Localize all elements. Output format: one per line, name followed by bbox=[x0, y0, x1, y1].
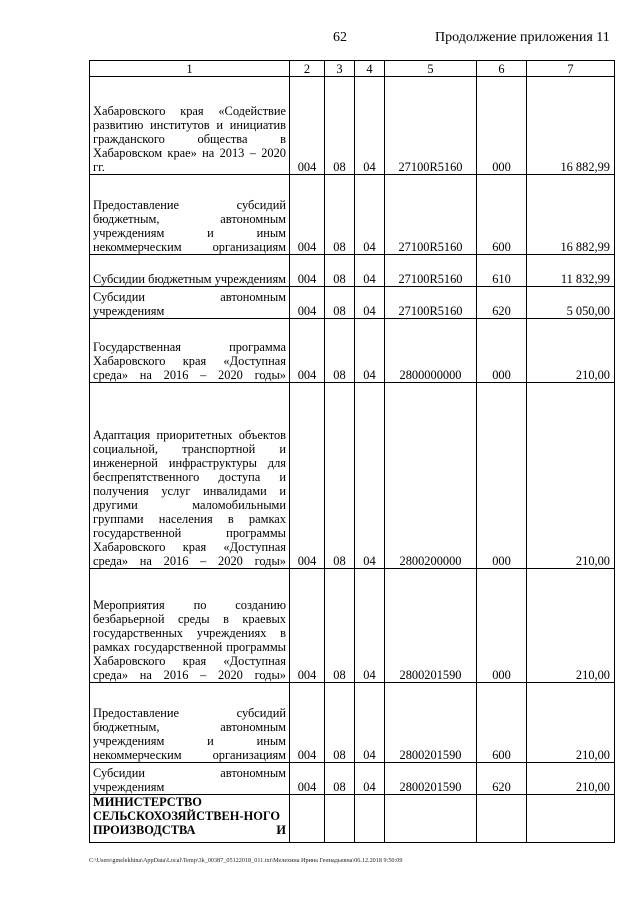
amount-cell: 210,00 bbox=[527, 319, 615, 383]
expense-type-cell: 000 bbox=[477, 77, 527, 175]
expense-type-cell: 610 bbox=[477, 255, 527, 287]
budget-table bbox=[89, 60, 615, 843]
subsection-code-cell: 04 bbox=[355, 383, 385, 569]
row-name-cell: Субсидии автономным учреждениям bbox=[90, 763, 290, 795]
row-name-cell: Предоставление субсидий бюджетным, автономным учреждениям и иным некоммерческим организациям bbox=[90, 175, 290, 255]
subsection-code-cell: 04 bbox=[355, 255, 385, 287]
row-name-cell: Субсидии автономным учреждениям bbox=[90, 287, 290, 319]
table-row bbox=[90, 683, 615, 763]
chapter-code-cell bbox=[290, 795, 325, 843]
expense-type-cell: 000 bbox=[477, 319, 527, 383]
row-name-cell: Адаптация приоритетных объектов социальной, транспортной и инженерной инфраструктуры для беспрепятственного доступа и получения услуг инвалидами и другими маломобильными группами населения в рамках государственной программы Хабаровского края «Доступная среда» на 2016 – 2020 годы» bbox=[90, 383, 290, 569]
chapter-code-cell: 004 bbox=[290, 319, 325, 383]
chapter-code-cell: 004 bbox=[290, 77, 325, 175]
expense-type-cell: 620 bbox=[477, 287, 527, 319]
expense-type-cell: 600 bbox=[477, 175, 527, 255]
expense-type-cell: 600 bbox=[477, 683, 527, 763]
column-header: 7 bbox=[527, 61, 615, 77]
expense-type-cell bbox=[477, 795, 527, 843]
column-header-row bbox=[90, 61, 615, 77]
target-article-cell: 2800200000 bbox=[385, 383, 477, 569]
row-name-cell: Мероприятия по созданию безбарьерной среды в краевых государственных учреждениях в рамках государственной программы Хабаровского края «Доступная среда» на 2016 – 2020 годы» bbox=[90, 569, 290, 683]
chapter-code-cell: 004 bbox=[290, 683, 325, 763]
chapter-code-cell: 004 bbox=[290, 383, 325, 569]
target-article-cell: 2800000000 bbox=[385, 319, 477, 383]
expense-type-cell: 000 bbox=[477, 569, 527, 683]
chapter-code-cell: 004 bbox=[290, 287, 325, 319]
amount-cell: 16 882,99 bbox=[527, 175, 615, 255]
amount-cell: 5 050,00 bbox=[527, 287, 615, 319]
amount-cell: 210,00 bbox=[527, 383, 615, 569]
section-code-cell: 08 bbox=[325, 319, 355, 383]
target-article-cell bbox=[385, 795, 477, 843]
table-row bbox=[90, 77, 615, 175]
row-name-cell: Субсидии бюджетным учреждениям bbox=[90, 255, 290, 287]
section-code-cell: 08 bbox=[325, 569, 355, 683]
column-header: 2 bbox=[290, 61, 325, 77]
section-code-cell: 08 bbox=[325, 287, 355, 319]
target-article-cell: 27100R5160 bbox=[385, 255, 477, 287]
column-header: 5 bbox=[385, 61, 477, 77]
subsection-code-cell: 04 bbox=[355, 683, 385, 763]
row-name-cell: МИНИСТЕРСТВО СЕЛЬСКОХОЗЯЙСТВЕН-НОГО ПРОИЗВОДСТВА И bbox=[90, 795, 290, 843]
section-code-cell: 08 bbox=[325, 763, 355, 795]
appendix-continuation-label: Продолжение приложения 11 bbox=[435, 30, 610, 45]
amount-cell: 210,00 bbox=[527, 683, 615, 763]
table-row bbox=[90, 175, 615, 255]
chapter-code-cell: 004 bbox=[290, 175, 325, 255]
file-path-footer: C:\Users\gmelekhina\AppData\Local\Temp\3k_00387_05122018_011.txt\Мелехина Ирина Геннадьевна\06.12.2018 9:50:09 bbox=[89, 857, 403, 864]
section-code-cell: 08 bbox=[325, 255, 355, 287]
table-row bbox=[90, 763, 615, 795]
row-name-cell: Предоставление субсидий бюджетным, автономным учреждениям и иным некоммерческим организациям bbox=[90, 683, 290, 763]
subsection-code-cell: 04 bbox=[355, 569, 385, 683]
target-article-cell: 27100R5160 bbox=[385, 175, 477, 255]
chapter-code-cell: 004 bbox=[290, 763, 325, 795]
section-code-cell bbox=[325, 795, 355, 843]
expense-type-cell: 620 bbox=[477, 763, 527, 795]
column-header: 4 bbox=[355, 61, 385, 77]
section-code-cell: 08 bbox=[325, 383, 355, 569]
subsection-code-cell: 04 bbox=[355, 763, 385, 795]
table-row bbox=[90, 319, 615, 383]
table-row bbox=[90, 255, 615, 287]
target-article-cell: 2800201590 bbox=[385, 569, 477, 683]
target-article-cell: 27100R5160 bbox=[385, 287, 477, 319]
subsection-code-cell bbox=[355, 795, 385, 843]
subsection-code-cell: 04 bbox=[355, 77, 385, 175]
section-code-cell: 08 bbox=[325, 683, 355, 763]
page-number: 62 bbox=[333, 30, 347, 45]
row-name-cell: Государственная программа Хабаровского края «Доступная среда» на 2016 – 2020 годы» bbox=[90, 319, 290, 383]
expense-type-cell: 000 bbox=[477, 383, 527, 569]
subsection-code-cell: 04 bbox=[355, 175, 385, 255]
column-header: 1 bbox=[90, 61, 290, 77]
subsection-code-cell: 04 bbox=[355, 287, 385, 319]
row-name-cell: Хабаровского края «Содействие развитию институтов и инициатив гражданского общества в Хабаровском крае» на 2013 – 2020 гг. bbox=[90, 77, 290, 175]
table-row bbox=[90, 287, 615, 319]
chapter-code-cell: 004 bbox=[290, 255, 325, 287]
amount-cell: 11 832,99 bbox=[527, 255, 615, 287]
amount-cell: 210,00 bbox=[527, 763, 615, 795]
section-code-cell: 08 bbox=[325, 175, 355, 255]
target-article-cell: 2800201590 bbox=[385, 683, 477, 763]
chapter-code-cell: 004 bbox=[290, 569, 325, 683]
table-row bbox=[90, 795, 615, 843]
amount-cell bbox=[527, 795, 615, 843]
table-row bbox=[90, 569, 615, 683]
table-row bbox=[90, 383, 615, 569]
target-article-cell: 2800201590 bbox=[385, 763, 477, 795]
amount-cell: 210,00 bbox=[527, 569, 615, 683]
amount-cell: 16 882,99 bbox=[527, 77, 615, 175]
column-header: 3 bbox=[325, 61, 355, 77]
target-article-cell: 27100R5160 bbox=[385, 77, 477, 175]
column-header: 6 bbox=[477, 61, 527, 77]
section-code-cell: 08 bbox=[325, 77, 355, 175]
subsection-code-cell: 04 bbox=[355, 319, 385, 383]
